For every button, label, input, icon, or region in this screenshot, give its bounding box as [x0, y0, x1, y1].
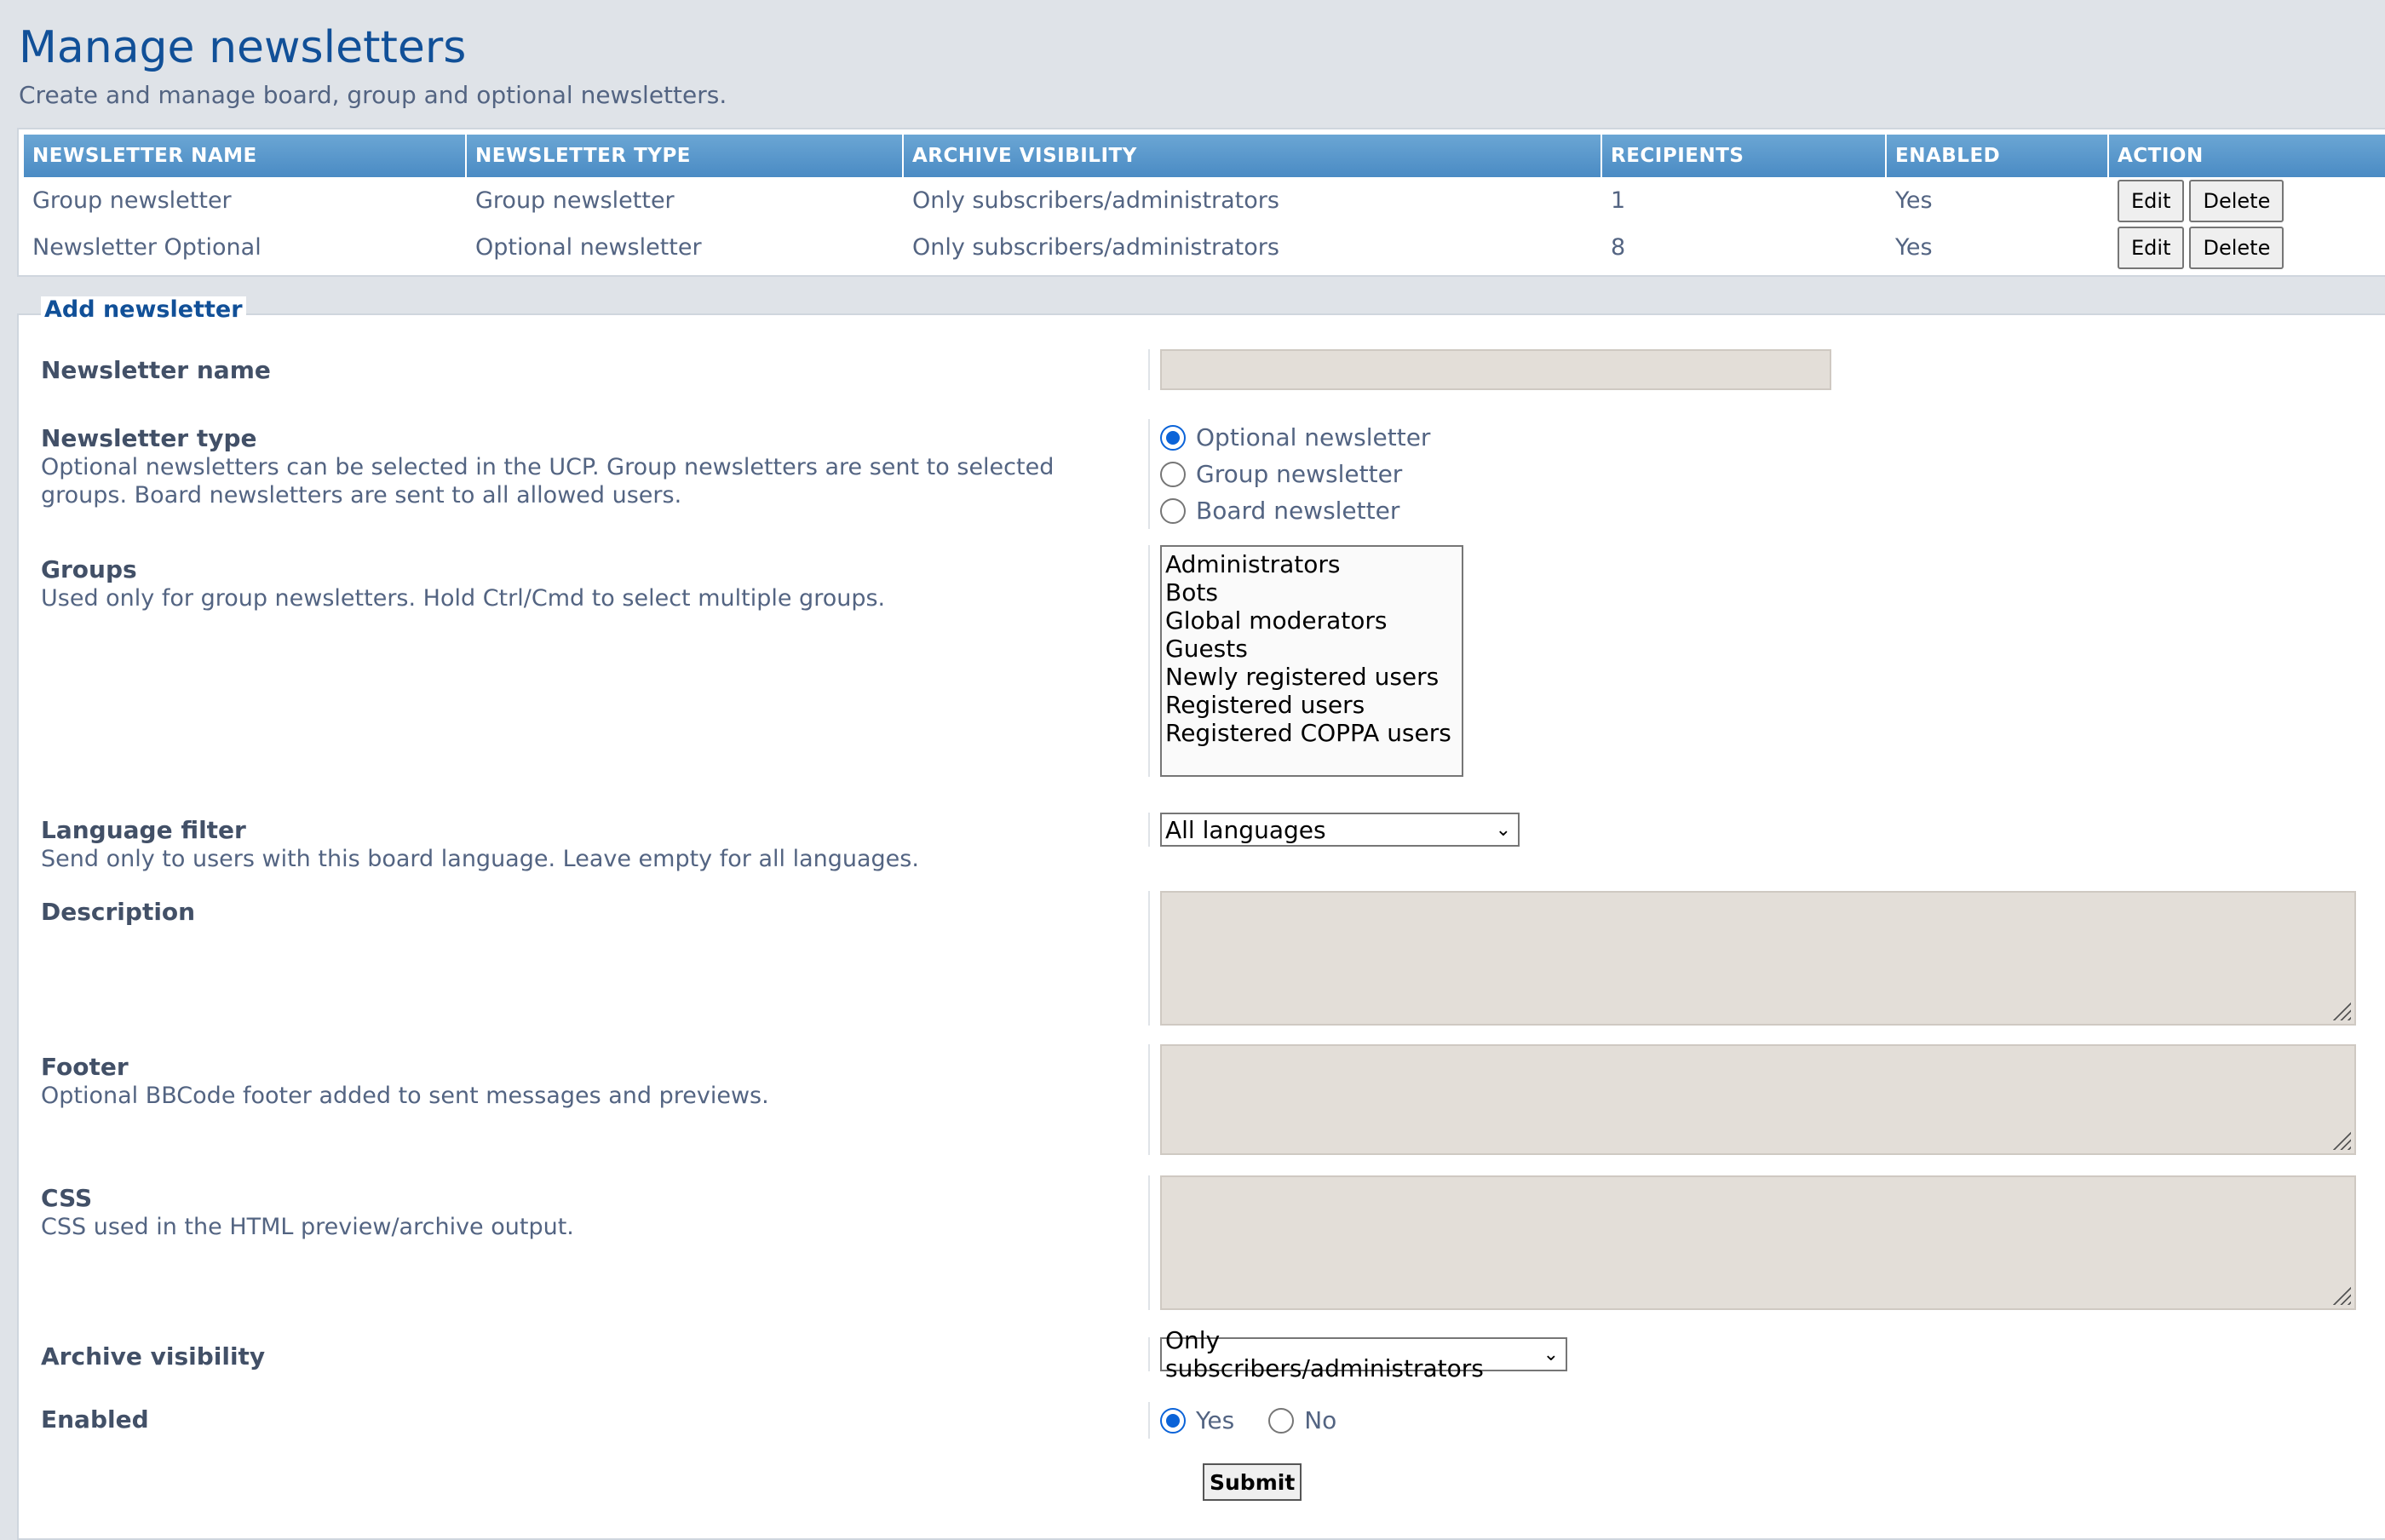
cell-action: [2109, 224, 2385, 271]
radio-enabled-yes-label: Yes: [1196, 1406, 1235, 1434]
footer-hint: Optional BBCode footer added to sent messages and previews.: [41, 1083, 769, 1109]
css-control: [1148, 1175, 2356, 1310]
groups-listbox[interactable]: [1160, 545, 1463, 777]
page-description: Create and manage board, group and optional newsletters.: [19, 81, 727, 109]
row-css: [41, 1184, 2375, 1329]
row-enabled: [41, 1405, 2375, 1457]
newsletter-type-hint: Optional newsletters can be selected in the UCP. Group newsletters are sent to selected groups. Board newsletters are sent to all allowed users.: [41, 454, 1055, 509]
col-header-enabled: ENABLED: [1887, 135, 2109, 177]
table-row: [24, 177, 2385, 224]
edit-button[interactable]: Edit: [2118, 227, 2184, 269]
group-option[interactable]: Registered users: [1165, 691, 1365, 719]
language-filter-hint: Send only to users with this board language. Leave empty for all languages.: [41, 846, 919, 872]
footer-label: Footer: [41, 1053, 129, 1081]
cell-type: Group newsletter: [475, 187, 675, 214]
group-option[interactable]: Registered COPPA users: [1165, 719, 1451, 747]
description-control: [1148, 891, 2356, 1026]
group-option[interactable]: Bots: [1165, 578, 1218, 606]
delete-button[interactable]: Delete: [2189, 227, 2284, 269]
radio-board[interactable]: [1160, 492, 1430, 529]
cell-visibility: Only subscribers/administrators: [912, 187, 1279, 214]
newsletters-table-panel: [17, 128, 2385, 277]
radio-enabled-yes[interactable]: [1160, 1402, 1234, 1439]
row-language-filter: [41, 816, 2375, 884]
row-description: [41, 898, 2375, 1034]
radio-optional-button[interactable]: [1160, 425, 1186, 451]
cell-recipients: 1: [1611, 187, 1626, 214]
language-select-value: All languages: [1165, 815, 1326, 844]
col-header-visibility: ARCHIVE VISIBILITY: [904, 135, 1602, 177]
col-header-name: NEWSLETTER NAME: [24, 135, 467, 177]
edit-button[interactable]: Edit: [2118, 180, 2184, 222]
newsletter-type-label: Newsletter type: [41, 424, 257, 452]
group-option[interactable]: Newly registered users: [1165, 663, 1440, 691]
language-select[interactable]: [1160, 813, 1520, 847]
newsletter-name-control: [1148, 349, 1831, 390]
delete-button[interactable]: Delete: [2189, 180, 2284, 222]
radio-enabled-no-button[interactable]: [1268, 1408, 1294, 1434]
chevron-down-icon: ⌄: [1543, 1343, 1559, 1365]
group-option[interactable]: Guests: [1165, 635, 1248, 663]
group-option[interactable]: Global moderators: [1165, 606, 1388, 635]
row-newsletter-name: [41, 356, 2375, 407]
language-filter-control: [1148, 813, 1520, 847]
radio-group-button[interactable]: [1160, 462, 1186, 487]
table-row: [24, 224, 2385, 271]
radio-optional[interactable]: [1160, 419, 1430, 456]
row-archive-visibility: [41, 1326, 2375, 1393]
row-newsletter-type: [41, 424, 2375, 543]
archive-visibility-select[interactable]: [1160, 1326, 1567, 1382]
enabled-control: [1148, 1402, 1336, 1439]
cell-action: [2109, 177, 2385, 224]
group-option[interactable]: Administrators: [1165, 550, 1341, 578]
add-newsletter-fieldset: [17, 296, 2385, 1540]
cell-name: Newsletter Optional: [32, 234, 261, 261]
radio-enabled-no[interactable]: [1268, 1402, 1336, 1439]
archive-visibility-label: Archive visibility: [41, 1342, 266, 1370]
cell-type: Optional newsletter: [475, 234, 702, 261]
chevron-down-icon: ⌄: [1495, 819, 1511, 841]
col-header-action: ACTION: [2109, 135, 2385, 177]
col-header-type: NEWSLETTER TYPE: [467, 135, 904, 177]
cell-enabled: Yes: [1895, 234, 1933, 261]
radio-board-label: Board newsletter: [1196, 497, 1400, 525]
radio-board-button[interactable]: [1160, 498, 1186, 524]
radio-optional-label: Optional newsletter: [1196, 423, 1431, 451]
newsletter-type-control: [1148, 419, 1430, 529]
css-hint: CSS used in the HTML preview/archive output.: [41, 1214, 574, 1240]
groups-label: Groups: [41, 555, 137, 583]
fieldset-legend: Add newsletter: [41, 296, 246, 323]
groups-control: [1148, 545, 1463, 777]
page-title: Manage newsletters: [19, 22, 467, 73]
enabled-label: Enabled: [41, 1405, 149, 1434]
description-label: Description: [41, 898, 196, 926]
groups-hint: Used only for group newsletters. Hold Ctrl/Cmd to select multiple groups.: [41, 585, 886, 612]
cell-visibility: Only subscribers/administrators: [912, 234, 1279, 261]
archive-visibility-value: Only subscribers/administrators: [1165, 1326, 1484, 1382]
newsletter-name-input[interactable]: [1160, 349, 1831, 390]
radio-group[interactable]: [1160, 456, 1430, 492]
table-header-row: [24, 135, 2385, 177]
cell-name: Group newsletter: [32, 187, 232, 214]
css-label: CSS: [41, 1184, 93, 1212]
newsletter-name-label: Newsletter name: [41, 356, 271, 384]
radio-enabled-no-label: No: [1304, 1406, 1337, 1434]
newsletters-table: [24, 135, 2385, 271]
css-textarea[interactable]: [1160, 1175, 2356, 1310]
cell-recipients: 8: [1611, 234, 1626, 261]
row-groups: [41, 550, 2375, 802]
radio-group-label: Group newsletter: [1196, 460, 1403, 488]
footer-control: [1148, 1044, 2356, 1155]
language-filter-label: Language filter: [41, 816, 246, 844]
submit-button[interactable]: Submit: [1203, 1463, 1302, 1501]
radio-enabled-yes-button[interactable]: [1160, 1408, 1186, 1434]
footer-textarea[interactable]: [1160, 1044, 2356, 1155]
row-footer: [41, 1053, 2375, 1172]
col-header-recipients: RECIPIENTS: [1602, 135, 1887, 177]
description-textarea[interactable]: [1160, 891, 2356, 1026]
cell-enabled: Yes: [1895, 187, 1933, 214]
archive-visibility-control: [1148, 1326, 1567, 1382]
